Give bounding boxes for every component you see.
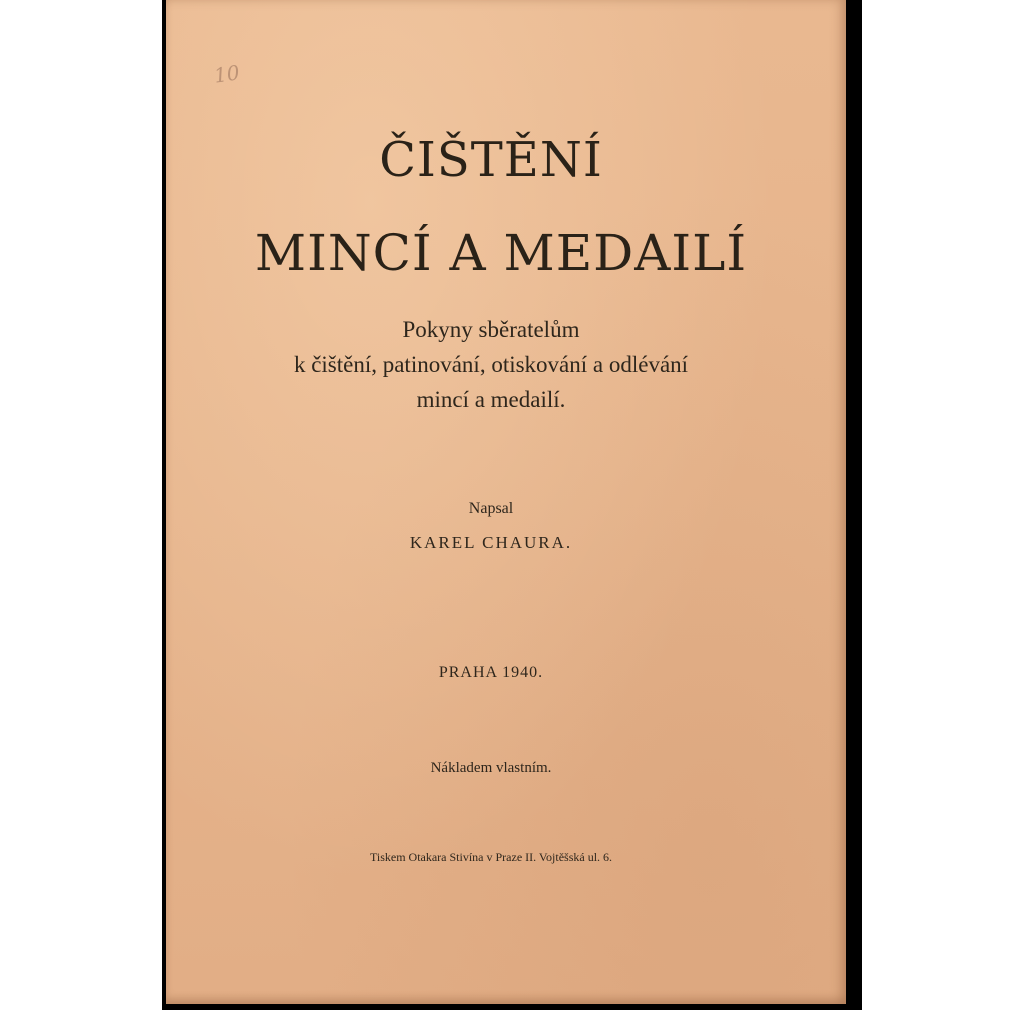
pencil-mark: 10: [212, 60, 241, 88]
place-year: PRAHA 1940.: [438, 664, 544, 681]
author-label: Napsal: [468, 500, 514, 517]
author-name: KAREL CHAURA.: [409, 533, 573, 552]
subtitle-line-1: Pokyny sběratelům: [402, 317, 580, 342]
subtitle: [166, 312, 816, 417]
title-line-1: ČIŠTĚNÍ: [379, 132, 603, 188]
subtitle-line-2: k čištění, patinování, otiskování a odlévání: [293, 352, 689, 377]
subtitle-line-3: mincí a medailí.: [416, 387, 566, 412]
booklet-cover: [166, 0, 846, 1004]
publisher-note: Nákladem vlastním.: [430, 760, 552, 776]
title-line-2: MINCÍ A MEDAILÍ: [254, 224, 748, 282]
printer-imprint: Tiskem Otakara Stivína v Praze II. Vojtěšská ul. 6.: [369, 850, 613, 864]
